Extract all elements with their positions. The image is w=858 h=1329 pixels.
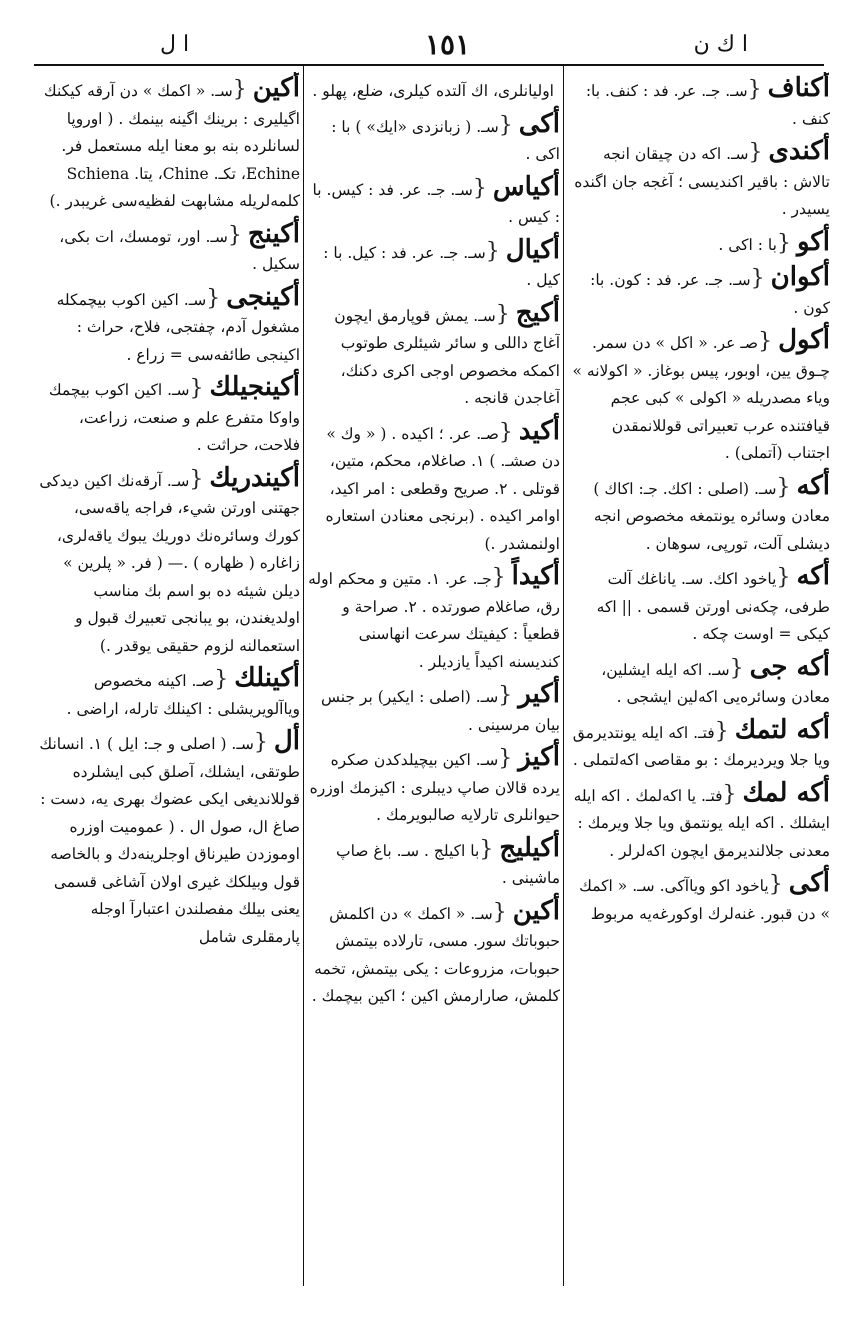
entry-headword: أكه لمك — [742, 777, 830, 808]
brace-icon: { — [498, 683, 513, 708]
entry-definition: ياخود اكك. سـ. ياناغك آلت طرفى، چكه‌نى اورتن قسمى . || اكه كيكى = اوست چكه . — [596, 570, 830, 643]
entry-definition: سـ. ( زبانزدى «ايك» ) با : اكى . — [331, 117, 560, 163]
entry-definition: سـ. اور، تومسك، ات بكى، سكيل . — [59, 227, 300, 273]
entry-definition: سـ. (اصلى : ايكير) بر جنس بيان مرسينى . — [320, 688, 560, 734]
header-right-letters: ا ك ن — [693, 32, 748, 57]
entry — [568, 777, 830, 866]
brace-icon: { — [189, 376, 204, 401]
entry-headword: أكيال — [505, 234, 560, 265]
entry-headword: أكين — [512, 895, 560, 926]
brace-icon: { — [776, 474, 791, 500]
entry-definition: سـ. « اكمك » دن اكلمش حبوباتك سور. مسى، تارلاده بيتمش حبوبات، مزروعات : يكى بيتمش، تخمه كلمش، صارارمش اكين ؛ اكين بيچمك . — [311, 904, 560, 1005]
column-middle — [308, 72, 560, 1287]
header-rule — [34, 64, 824, 66]
entry — [568, 867, 830, 928]
page-number: ١٥١ — [425, 28, 471, 61]
entry — [568, 560, 830, 649]
entry — [308, 72, 560, 106]
entry-definition: سـ. يمش قوپارمق ايچون آغاج داللى و سائر شيئلرى طوتوب اكمكه مخصوص اوجى اكرى دكنك، آغاجدن قانجه . — [334, 306, 560, 407]
entry-headword: أل — [273, 726, 300, 756]
entry-definition: اوليانلرى، اك آلتده كيلرى، ضلع، پهلو . — [312, 82, 554, 100]
entry-headword: أكى — [518, 108, 560, 139]
entry-headword: أكه جى — [749, 651, 830, 682]
entry-definition: سـ. اكين بيچيلدكدن صكره يرده قالان صاپ ديبلرى : اكيزمك اوزره حيوانلرى تارلايه صالبويرمك . — [309, 751, 560, 824]
brace-icon: { — [729, 655, 744, 681]
entry — [308, 741, 560, 830]
entry-headword: أكندى — [768, 136, 830, 166]
entry-definition: سـ. اكين اكوب بيچمكله مشغول آدم، چفتجى، فلاح، حراث : اكينجى طائفه‌سى = زراع . — [56, 290, 300, 364]
entry-definition: فتـ. يا اكه‌لمك . اكه ايله ايشلك . اكه ايله يونتمق ويا جلا ويرمك : معدنى جلالنديرمق ايچون اكه‌لرلر . — [573, 786, 830, 860]
entry — [568, 324, 830, 468]
entry — [36, 371, 300, 460]
entry-definition: سـ. اكه دن چيقان انجه تالاش : باقير اكنديسى ؛ آغجه جان اگنده يسيدر . — [574, 145, 830, 218]
brace-icon: { — [495, 301, 510, 327]
entry-headword: أكو — [796, 226, 830, 257]
entry — [36, 462, 300, 661]
brace-icon: { — [776, 230, 791, 256]
entry-headword: أكيندريك — [209, 462, 300, 493]
page-header — [30, 28, 828, 64]
entry — [308, 171, 560, 232]
entry-headword: أكيز — [518, 742, 560, 772]
entry — [36, 281, 300, 370]
entry-headword: أكينجى — [226, 281, 300, 312]
entry — [36, 72, 300, 216]
entry-definition: سـ. جـ. عر. فد : كنف. با: كنف . — [585, 82, 830, 128]
entry — [308, 415, 560, 559]
entry-headword: أكين — [252, 73, 300, 103]
brace-icon: { — [758, 329, 773, 354]
entry-headword: أكوان — [770, 262, 830, 292]
entry — [308, 234, 560, 295]
entry-headword: أكينجيلك — [209, 372, 300, 402]
brace-icon: { — [498, 746, 513, 771]
brace-icon: { — [479, 836, 494, 862]
entry-definition: ياخود اكو وياآكى. سـ. « اكمك » دن قبور. غنه‌لرك اوكورغه‌يه مربوط — [579, 877, 830, 923]
brace-icon: { — [776, 565, 791, 590]
entry-headword: أكيليج — [499, 832, 560, 863]
entry-definition: سـ. اكين اكوب بيچمك واوكا متفرع علم و صنعت، زراعت، فلاحت، حراثت . — [48, 381, 300, 454]
entry-headword: أكه لتمك — [734, 714, 830, 745]
brace-icon: { — [214, 667, 229, 692]
entry-definition: فتـ. اكه ايله يونتديرمق ويا جلا ويرديرمك : بو مقاصى اكه‌لتملى . — [572, 723, 830, 769]
entry-headword: أكياس — [492, 171, 560, 202]
entry-definition: صـ. عر. ؛ اكيده . ( « وك » دن صشـ. ) ١. صاغلام، محكم، متين، قوتلى . ٢. صريح وقطعى : امر اكيد، اوامر اكيده . (برنجى معنادن استعاره اولنمشدر .) — [325, 424, 560, 553]
brace-icon: { — [722, 781, 737, 807]
entry — [308, 895, 560, 1011]
entry-definition: جـ. عر. ١. متين و محكم اوله رق، صاغلام صورتده . ٢. صراحة و قطعياً : كيفيتك سرعت انهاسنى كنديسنه اكيداً يازديلر . — [308, 570, 560, 671]
entry-definition: سـ. جـ. عر. فد : كيس. با : كيس . — [312, 180, 560, 226]
entry-definition: با اكيلج . سـ. باغ صاپ ماشينى . — [335, 841, 560, 887]
entry-headword: أكيداً — [511, 561, 560, 591]
entry-headword: أكناف — [767, 73, 830, 103]
header-left-letters: ا ل — [160, 32, 190, 57]
brace-icon: { — [253, 730, 268, 755]
brace-icon: { — [714, 718, 729, 744]
entry-headword: أكى — [788, 868, 830, 898]
entry-definition: سـ. آرقه‌نك اكين ديدكى جهتنى اورتن شيء، فراجه ياقه‌سى، كورك وسائره‌نك دوريك يبوك ياقه‌لرى، زاغاره ( ظهاره ) .— ( فر. « پلرين » ديلن شيئه ده بو اسم بك مناسب اولديغندن، بو يبانجى تعبيرك قبول و استعمالنه لزوم حقيقى يوقدر .) — [39, 471, 300, 655]
entry-headword: أكيج — [515, 297, 560, 328]
entry-definition: سـ. جـ. عر. فد : كون. با: كون . — [590, 271, 830, 317]
entry — [308, 297, 560, 413]
brace-icon: { — [227, 222, 242, 248]
brace-icon: { — [748, 140, 763, 165]
entry — [568, 651, 830, 712]
brace-icon: { — [747, 77, 762, 102]
entry-headword — [554, 73, 560, 103]
brace-icon: { — [232, 77, 247, 102]
entry — [308, 560, 560, 676]
entry-definition: سـ. (اصلى : اكك. جـ: اكاك ) معادن وسائره يونتمغه مخصوص انجه ديشلى آلت، تورپى، سوهان . — [593, 479, 830, 553]
brace-icon: { — [498, 419, 513, 445]
brace-icon: { — [189, 466, 204, 492]
brace-icon: { — [750, 266, 765, 291]
entry-definition: صـ. اكينه مخصوص وياآلويريشلى : اكينلك تارله، اراضى . — [66, 672, 300, 718]
brace-icon: { — [206, 285, 221, 311]
entry-headword: أكير — [518, 679, 560, 709]
entry — [308, 108, 560, 169]
entry-definition: سـ. اكه ايله ايشلين، معادن وسائره‌يى اكه‌لين ايشجى . — [601, 660, 830, 706]
entry-definition: با : اكى . — [718, 235, 777, 254]
entry — [308, 678, 560, 739]
column-divider-right — [563, 66, 564, 1286]
entry-definition: سـ. « اكمك » دن آرقه كيكنك اگيليرى : برينك اگينه بينمك . ( اوروپا لسانلرده بنه بو معنا ايله مستعمل فر. Echine، تكـ. Chine، يتا. Schiena كلمه‌لريله مشابهت لفظيه‌سى غريبدر .) — [43, 82, 300, 210]
entry — [36, 218, 300, 279]
entry — [568, 714, 830, 775]
entry — [36, 725, 300, 951]
entry-headword: أكول — [778, 325, 830, 355]
brace-icon: { — [492, 899, 507, 925]
entry — [568, 261, 830, 322]
brace-icon: { — [491, 565, 506, 590]
entry-headword: أكه — [796, 561, 830, 591]
entry — [568, 470, 830, 559]
entry — [308, 832, 560, 893]
column-left — [36, 72, 300, 1287]
brace-icon: { — [485, 238, 500, 264]
entry — [568, 72, 830, 133]
column-divider-left — [303, 66, 304, 1286]
entry-headword: أكيد — [518, 415, 560, 446]
entry-definition: صـ عر. « اكل » دن سمر. چـوق يين، اوبور، پيس بوغاز. « اكولانه » وياء مصدريله « اكولى » كبى عجم قيافتنده عرب تعبيراتى قوللانمقدن اجتناب (آتملى) . — [572, 334, 830, 462]
entry-definition: سـ. ( اصلى و جـ: ايل ) ١. انسانك طوتقى، ايشلك، آصلق كبى ايشلرده قوللانديغى ايكى عضوك بهرى يه، دست : صاغ ال، صول ال . ( عموميت اوزره اوموزدن طيرناق اوجلرينه‌دك و بالخاصه قول وبيلكك غيرى اولان آشاغى قسمى يعنى بيلك مفصلندن اعتبارآ اوجله پارمقلرى شامل — [39, 735, 300, 946]
entry — [36, 662, 300, 723]
entry — [568, 135, 830, 224]
entry-definition: سـ. جـ. عر. فد : كيل. با : كيل . — [323, 243, 560, 289]
brace-icon: { — [472, 175, 487, 201]
brace-icon: { — [498, 112, 513, 138]
entry-headword: أكينج — [247, 218, 300, 249]
entry-headword: أكه — [796, 470, 830, 501]
entry — [568, 226, 830, 260]
brace-icon: { — [768, 872, 783, 897]
entry-headword: أكينلك — [234, 663, 300, 693]
column-right — [568, 72, 830, 1287]
